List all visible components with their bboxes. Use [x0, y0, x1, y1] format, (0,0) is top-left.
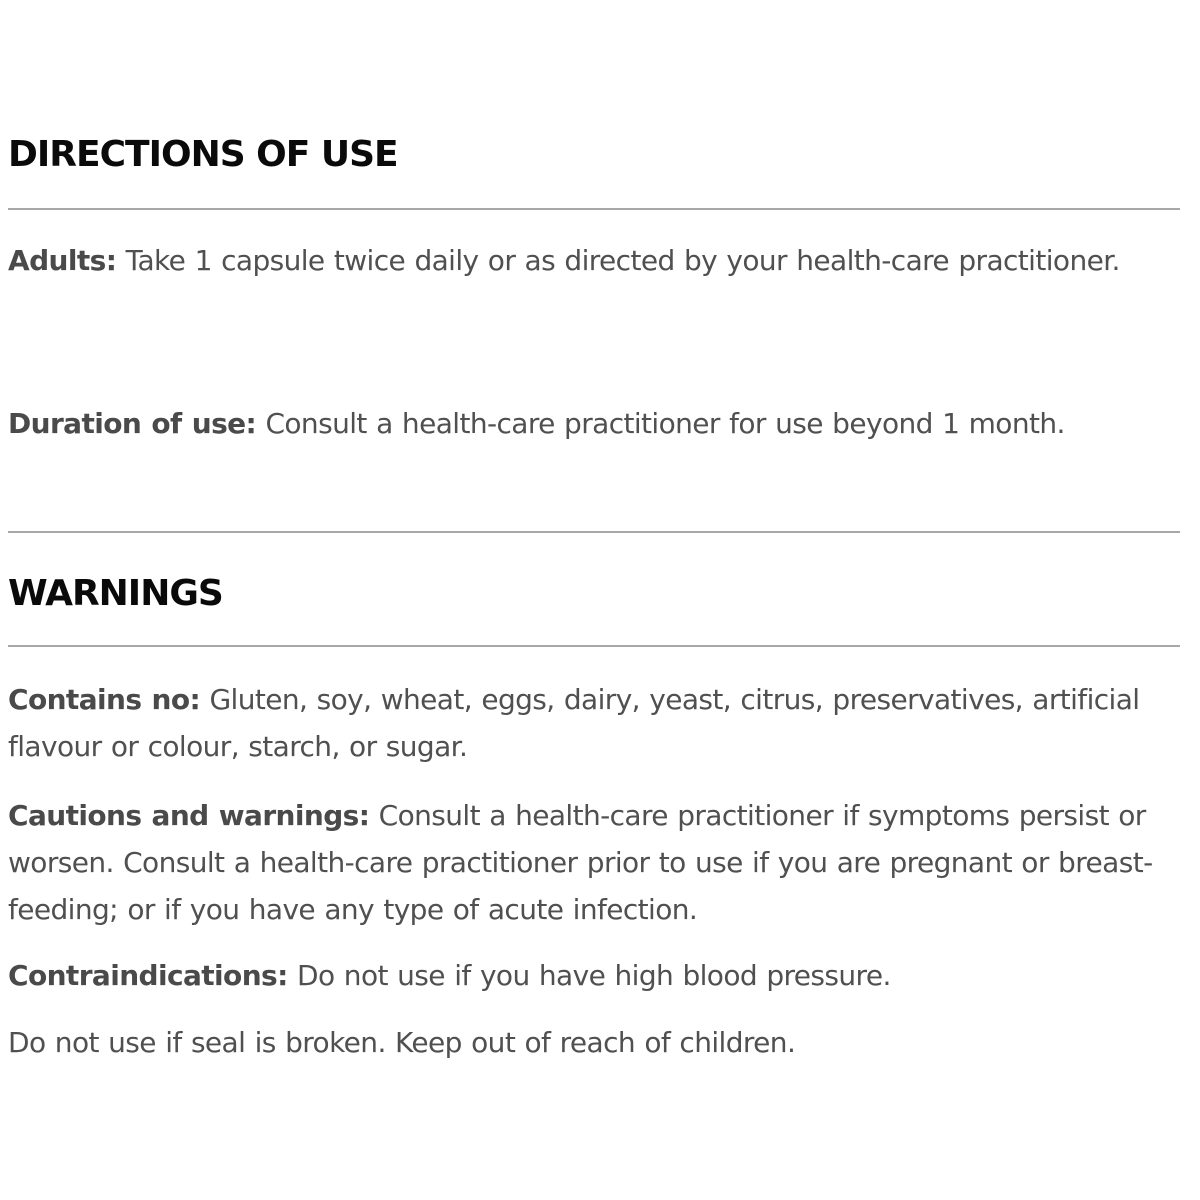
warnings-heading: WARNINGS: [8, 573, 223, 614]
cautions-label: Cautions and warnings:: [8, 799, 370, 832]
product-info-page: [8, 0, 1180, 1200]
seal-warning: [8, 1019, 1180, 1066]
contraindications: [8, 952, 1180, 999]
duration-label: Duration of use:: [8, 407, 257, 440]
adults-text: Take 1 capsule twice daily or as directed by your health-care practitioner.: [125, 244, 1120, 277]
contraindications-label: Contraindications:: [8, 959, 288, 992]
cautions-text: Consult a health-care practitioner if symptoms persist or worsen. Consult a health-care practitioner prior to use if you are pregnant or breast-feeding; or if you have any type of acute infection.: [8, 799, 1153, 926]
adults-directions: [8, 237, 1180, 284]
contains-label: Contains no:: [8, 683, 201, 716]
cautions-and-warnings: [8, 792, 1180, 933]
contains-no: [8, 676, 1180, 770]
seal-text: Do not use if seal is broken. Keep out of reach of children.: [8, 1026, 796, 1059]
duration-text: Consult a health-care practitioner for use beyond 1 month.: [265, 407, 1065, 440]
contraindications-text: Do not use if you have high blood pressure.: [297, 959, 891, 992]
contains-text: Gluten, soy, wheat, eggs, dairy, yeast, citrus, preservatives, artificial flavour or colour, starch, or sugar.: [8, 683, 1140, 763]
directions-heading: DIRECTIONS OF USE: [8, 134, 398, 175]
adults-label: Adults:: [8, 244, 117, 277]
divider: [8, 531, 1180, 533]
divider: [8, 645, 1180, 647]
duration-of-use: [8, 400, 1180, 447]
divider: [8, 208, 1180, 210]
